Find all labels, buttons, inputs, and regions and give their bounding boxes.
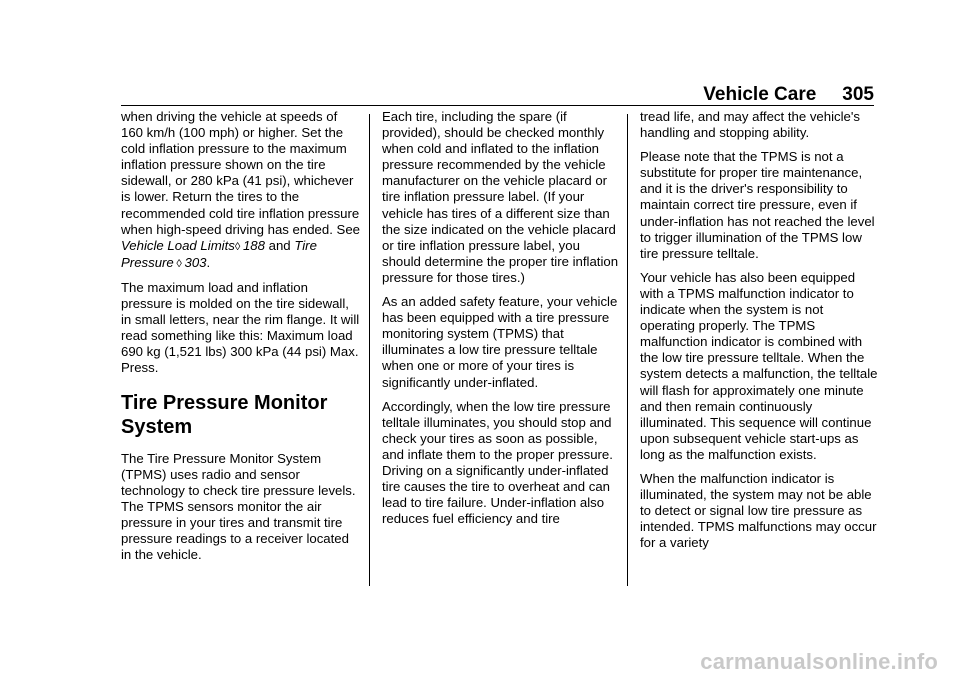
paragraph: Please note that the TPMS is not a substitute for proper tire maintenance, and it is the driver's responsibility to maintain correct tire pressure, even if under-inflation has not reached the level to trigger illumination of the TPMS low tire pressure telltale. — [640, 149, 875, 261]
page-number: 305 — [842, 84, 874, 105]
column-divider — [369, 114, 370, 586]
paragraph: Each tire, including the spare (if provided), should be checked monthly when cold and inflated to the inflation pressure recommended by the vehicle manufacturer on the vehicle placard or tire inflation pressure label. (If your vehicle has tires of a different size than the size indicated on the vehicle placard or tire inflation pressure label, you should determine the proper tire inflation pressure for those tires.) — [382, 109, 619, 285]
cross-reference-link[interactable] — [121, 238, 265, 253]
reference-arrow-icon: ◊ — [234, 240, 241, 253]
paragraph — [121, 109, 361, 272]
reference-arrow-icon: ◊ — [176, 257, 182, 270]
page-header — [703, 84, 874, 106]
paragraph: The maximum load and inflation pressure is molded on the tire sidewall, in small letters, near the rim flange. It will read something like this: Maximum load 690 kg (1,521 lbs) 300 kPa (44 psi) Max. Press. — [121, 279, 360, 376]
section-title: Vehicle Care — [703, 84, 817, 105]
paragraph-text: . — [206, 254, 211, 270]
paragraph: Your vehicle has also been equipped with a TPMS malfunction indicator to indicate when the system is not operating properly. The TPMS malfunction indicator is combined with the low tire pressure telltale. When the system detects a malfunction, the telltale will flash for approximately one minute and then remain continuously illuminated. This sequence will continue upon subsequent vehicle start-ups as long as the malfunction exists. — [640, 269, 878, 462]
reference-title: Vehicle Load Limits — [121, 237, 235, 253]
reference-title: Tire Pressure — [121, 237, 317, 270]
watermark: carmanualsonline.info — [700, 649, 938, 674]
paragraph: When the malfunction indicator is illuminated, the system may not be able to detect or signal low tire pressure as intended. TPMS malfunctions may occur for a variety — [640, 470, 877, 551]
paragraph: As an added safety feature, your vehicle has been equipped with a tire pressure monitoring system (TPMS) that illuminates a low tire pressure telltale when one or more of your tires is significantly under-inflated. — [382, 294, 618, 390]
reference-page: 303 — [184, 254, 207, 270]
header-rule — [121, 105, 874, 106]
paragraph: Accordingly, when the low tire pressure telltale illuminates, you should stop and check your tires as soon as possible, and inflate them to the proper pressure. Driving on a significantly under-inflated tire causes the tire to overheat and can lead to tire failure. Under-inflation also reduces fuel efficiency and tire — [382, 398, 613, 527]
paragraph: tread life, and may affect the vehicle's handling and stopping ability. — [640, 109, 860, 141]
reference-page: 188 — [242, 237, 265, 253]
column-divider — [627, 114, 628, 586]
section-heading: Tire Pressure Monitor System — [121, 391, 328, 438]
paragraph-text: when driving the vehicle at speeds of 160 km/h (100 mph) or higher. Set the cold inflation pressure to the maximum inflation pressure shown on the tire sidewall, or 280 kPa (41 psi), whichever is lower. Return the tires to the recommended cold tire inflation pressure when high-speed driving has ended. See — [121, 109, 361, 237]
column-1 — [121, 109, 361, 571]
paragraph-text: and — [264, 237, 295, 253]
column-3 — [640, 109, 880, 559]
column-2 — [382, 109, 622, 535]
paragraph: The Tire Pressure Monitor System (TPMS) uses radio and sensor technology to check tire pressure levels. The TPMS sensors monitor the air pressure in your tires and transmit tire pressure readings to a receiver located in the vehicle. — [121, 450, 356, 563]
